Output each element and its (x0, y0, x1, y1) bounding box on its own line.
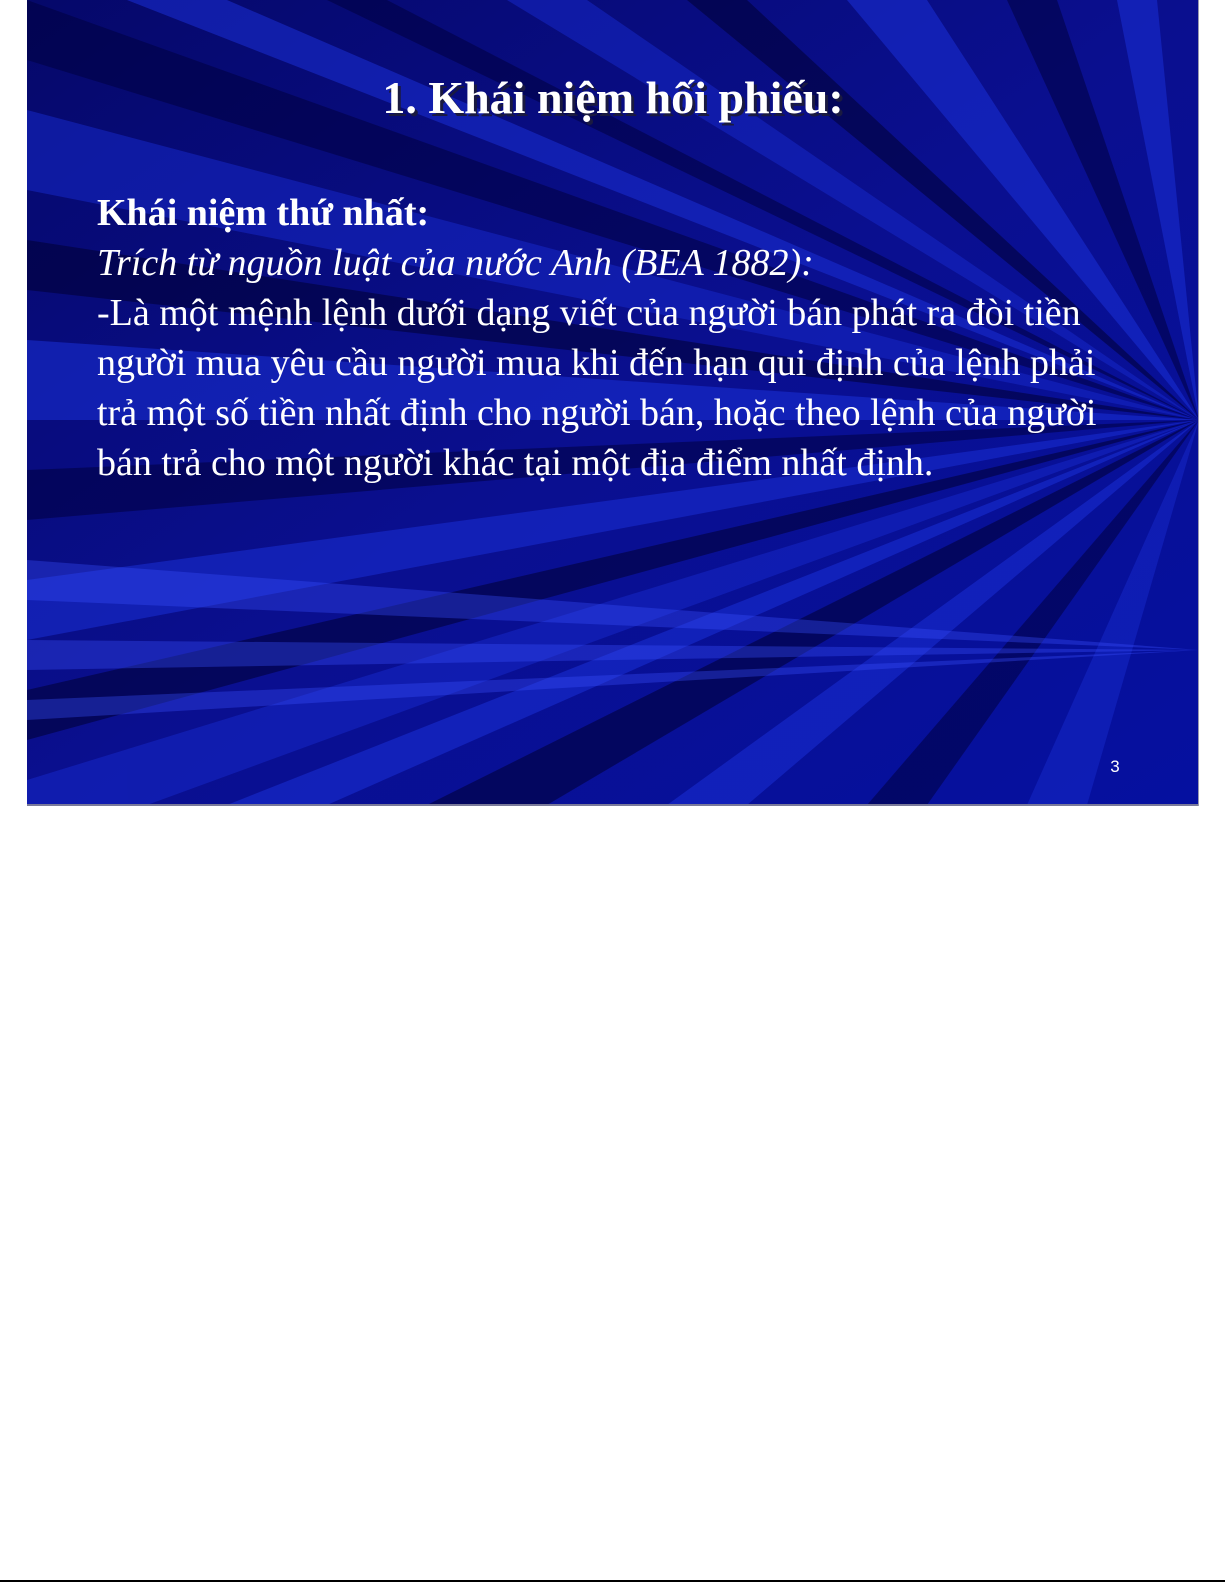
slide-body (97, 188, 1137, 488)
slide-title: 1. Khái niệm hối phiếu: (382, 72, 844, 123)
concept-heading: Khái niệm thứ nhất: (97, 192, 430, 234)
slide (27, 0, 1199, 805)
slide-bottom-border (27, 804, 1199, 806)
slide-page-number: 3 (1110, 757, 1120, 776)
source-citation: Trích từ nguồn luật của nước Anh (BEA 1882): (97, 242, 814, 284)
slide-right-border (1198, 0, 1199, 806)
definition-paragraph: -Là một mệnh lệnh dưới dạng viết của người bán phát ra đòi tiền người mua yêu cầu người mua khi đến hạn qui định của lệnh phải trả một số tiền nhất định cho người bán, hoặc theo lệnh của người bán trả cho một người khác tại một địa điểm nhất định. (97, 292, 1097, 484)
page-bottom-rule (0, 1580, 1225, 1582)
